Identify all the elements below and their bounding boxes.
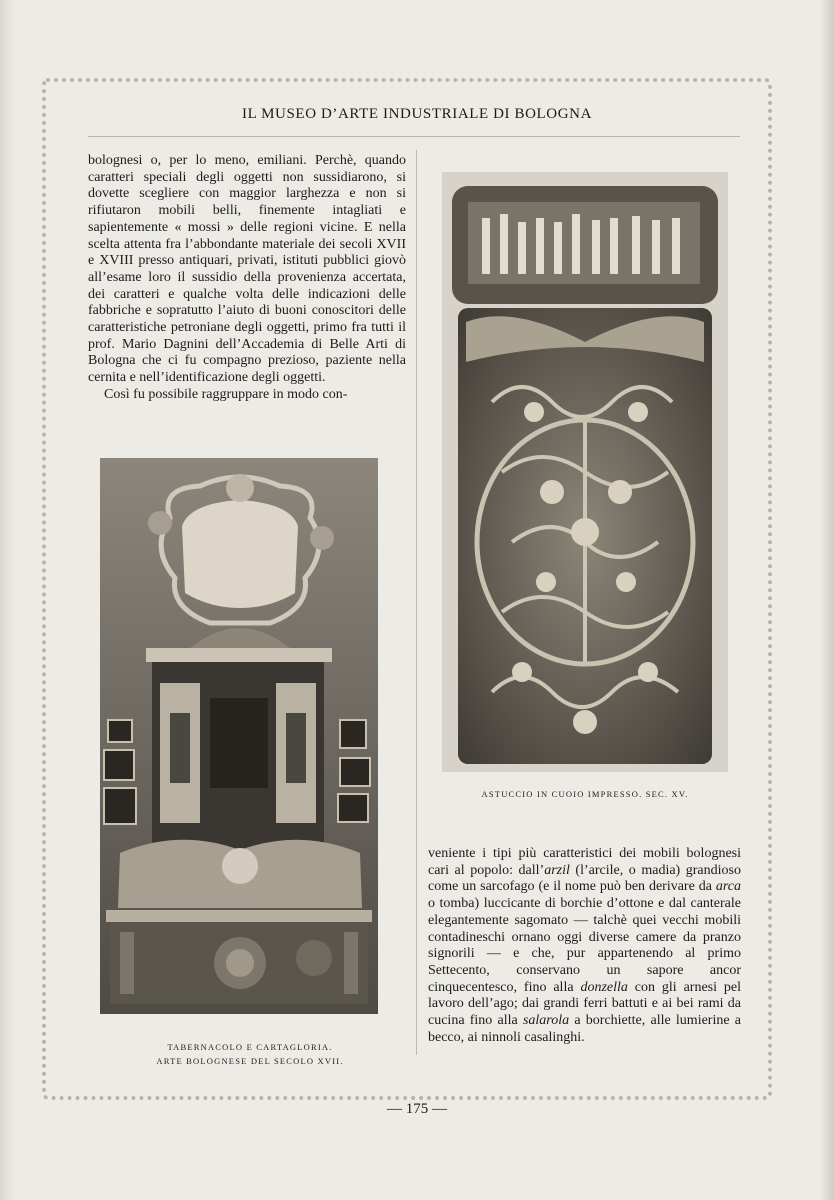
header-rule — [88, 136, 740, 137]
text-run: (l’arcile, o madia) grandioso come un sarcofago (e il nome può ben derivare da — [428, 862, 741, 895]
text-run: veniente i tipi più caratteristici dei mobili bolognesi cari al popolo: dall’ — [428, 846, 741, 878]
caption-line: ARTE BOLOGNESE DEL SECOLO XVII. — [156, 1056, 344, 1066]
caption-right: ASTUCCIO IN CUOIO IMPRESSO. SEC. XV. — [481, 789, 689, 799]
photo-tabernacle — [100, 458, 378, 1014]
text-run: con gli arnesi pel lavoro dell’ago; dai grandi ferri battuti e ai bei rami da cucina fino alla — [428, 979, 741, 1029]
italic-term: salarola — [522, 1013, 570, 1029]
text-run: o tomba) luccicante di borchie d’ottone e dal canterale elegantemente sagomato — talchè quei vecchi mobili contadineschi ornano oggi diverse camere da pranzo signorili — e che, pur appartenendo al primo Settecento, conservano un sapore ancor cinquecentesco, fino alla — [428, 896, 741, 995]
running-header: IL MUSEO D’ARTE INDUSTRIALE DI BOLOGNA — [241, 106, 593, 122]
paragraph: bolognesi o, per lo meno, emiliani. Perchè, quando caratteri speciali degli oggetti non sussidiarono, si dovette scegliere con maggior larghezza e non si rifiutaron mobili belli, finemente intagliati e sapientemente « mossi » delle regioni vicine. E nella scelta attenta fra l’abbondante materiale dei secoli XVII e XVIII presso antiquari, privati, istituti pubblici giovò all’esame loro il sussidio della provenienza accertata, dei caratteri e qualche volta delle indicazioni delle fabbriche e sopratutto l’aiuto di buoni conoscitori delle caratteristiche petroniane degli oggetti, primo fra tutti il prof. Mario Dagnini dell’Accademia di Belle Arti di Bologna che ci fu compagno prezioso, paziente nella cernita e nell’identificazione degli oggetti. — [88, 153, 406, 386]
italic-term: donzella — [580, 979, 628, 995]
paragraph — [428, 846, 741, 1046]
italic-term: arca — [715, 879, 741, 895]
page-number: — 175 — — [387, 1101, 447, 1117]
caption-left — [100, 1040, 400, 1068]
right-column-text — [428, 846, 741, 1046]
paragraph: Così fu possibile raggruppare in modo con- — [104, 386, 348, 402]
photo-leather-case — [442, 172, 728, 772]
text-run: a borchiette, alle lumierine a becco, ai ninnoli casalinghi. — [428, 1013, 741, 1045]
column-divider — [416, 150, 417, 1055]
tabernacle-illustration — [100, 458, 378, 1014]
caption-line: TABERNACOLO E CARTAGLORIA. — [167, 1042, 333, 1052]
left-column-text — [88, 153, 406, 404]
leather-case-illustration — [442, 172, 728, 772]
italic-term: arzil — [544, 862, 570, 878]
